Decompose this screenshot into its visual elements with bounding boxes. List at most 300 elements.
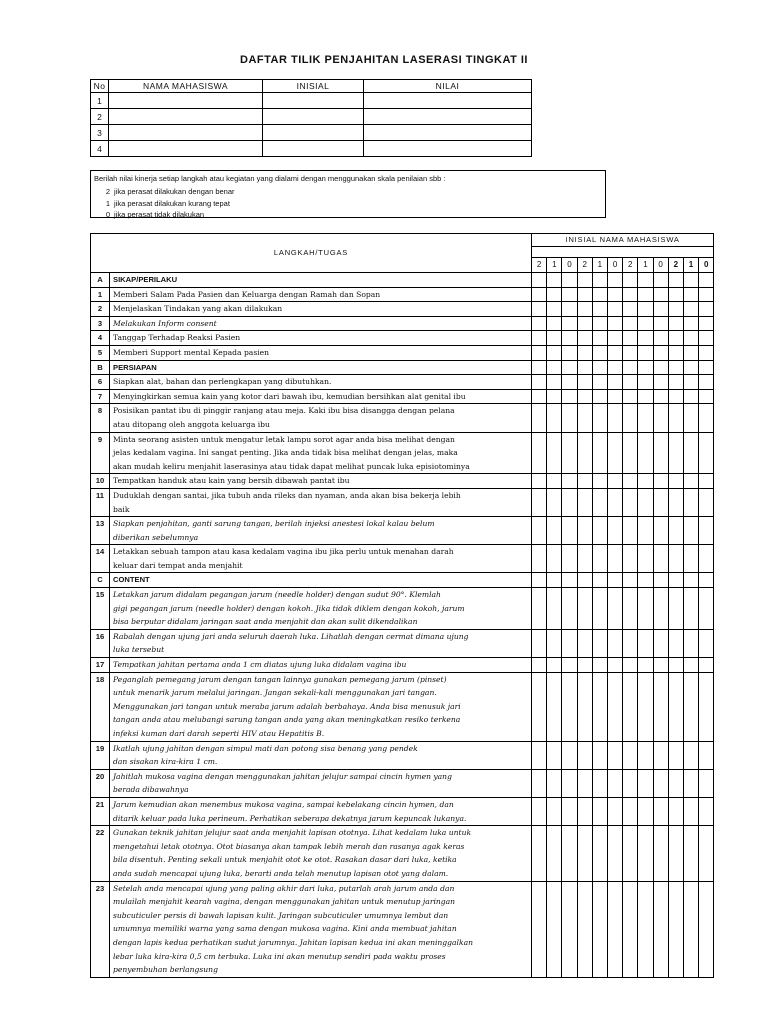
score-cell[interactable]	[699, 316, 714, 331]
score-cell[interactable]	[653, 881, 668, 977]
score-cell[interactable]	[547, 588, 562, 630]
student-initial-cell[interactable]	[263, 125, 364, 141]
score-cell[interactable]	[592, 573, 607, 588]
score-cell[interactable]	[532, 474, 547, 489]
score-cell[interactable]	[668, 389, 683, 404]
score-cell[interactable]	[699, 273, 714, 288]
score-cell[interactable]	[577, 432, 592, 474]
score-cell[interactable]	[562, 302, 577, 317]
score-cell[interactable]	[699, 545, 714, 573]
score-cell[interactable]	[683, 826, 698, 881]
score-cell[interactable]	[532, 573, 547, 588]
score-cell[interactable]	[547, 432, 562, 474]
score-cell[interactable]	[638, 826, 653, 881]
score-cell[interactable]	[699, 331, 714, 346]
score-cell[interactable]	[532, 273, 547, 288]
score-cell[interactable]	[668, 331, 683, 346]
score-cell[interactable]	[683, 573, 698, 588]
score-cell[interactable]	[623, 404, 638, 432]
score-cell[interactable]	[699, 360, 714, 375]
score-cell[interactable]	[623, 545, 638, 573]
score-cell[interactable]	[699, 488, 714, 516]
score-cell[interactable]	[577, 360, 592, 375]
score-cell[interactable]	[577, 573, 592, 588]
score-cell[interactable]	[699, 769, 714, 797]
score-cell[interactable]	[592, 881, 607, 977]
score-cell[interactable]	[607, 404, 622, 432]
score-cell[interactable]	[699, 629, 714, 657]
score-cell[interactable]	[623, 488, 638, 516]
score-cell[interactable]	[532, 488, 547, 516]
score-cell[interactable]	[638, 432, 653, 474]
score-cell[interactable]	[532, 672, 547, 741]
score-cell[interactable]	[683, 273, 698, 288]
score-cell[interactable]	[653, 331, 668, 346]
score-cell[interactable]	[653, 629, 668, 657]
score-cell[interactable]	[592, 404, 607, 432]
score-cell[interactable]	[623, 389, 638, 404]
score-cell[interactable]	[638, 573, 653, 588]
score-cell[interactable]	[562, 345, 577, 360]
score-cell[interactable]	[699, 432, 714, 474]
score-cell[interactable]	[562, 316, 577, 331]
score-cell[interactable]	[668, 316, 683, 331]
score-cell[interactable]	[577, 273, 592, 288]
score-cell[interactable]	[607, 517, 622, 545]
score-cell[interactable]	[638, 302, 653, 317]
score-cell[interactable]	[653, 769, 668, 797]
score-cell[interactable]	[547, 629, 562, 657]
score-cell[interactable]	[607, 629, 622, 657]
score-cell[interactable]	[653, 375, 668, 390]
score-cell[interactable]	[562, 881, 577, 977]
score-cell[interactable]	[562, 588, 577, 630]
score-cell[interactable]	[699, 302, 714, 317]
score-cell[interactable]	[592, 273, 607, 288]
score-cell[interactable]	[699, 375, 714, 390]
score-cell[interactable]	[547, 404, 562, 432]
score-cell[interactable]	[638, 517, 653, 545]
score-cell[interactable]	[592, 432, 607, 474]
score-cell[interactable]	[653, 517, 668, 545]
score-cell[interactable]	[532, 658, 547, 673]
score-cell[interactable]	[668, 488, 683, 516]
score-cell[interactable]	[607, 273, 622, 288]
student-name-cell[interactable]	[109, 109, 263, 125]
score-cell[interactable]	[577, 331, 592, 346]
score-cell[interactable]	[668, 360, 683, 375]
score-cell[interactable]	[683, 389, 698, 404]
score-cell[interactable]	[653, 432, 668, 474]
score-cell[interactable]	[577, 389, 592, 404]
score-cell[interactable]	[623, 517, 638, 545]
score-cell[interactable]	[607, 331, 622, 346]
score-cell[interactable]	[699, 517, 714, 545]
score-cell[interactable]	[547, 375, 562, 390]
score-cell[interactable]	[607, 375, 622, 390]
student-score-cell[interactable]	[364, 93, 532, 109]
score-cell[interactable]	[623, 360, 638, 375]
score-cell[interactable]	[562, 658, 577, 673]
score-cell[interactable]	[638, 881, 653, 977]
score-cell[interactable]	[668, 287, 683, 302]
score-cell[interactable]	[653, 545, 668, 573]
score-cell[interactable]	[623, 658, 638, 673]
score-cell[interactable]	[699, 672, 714, 741]
score-cell[interactable]	[577, 588, 592, 630]
score-cell[interactable]	[592, 375, 607, 390]
score-cell[interactable]	[562, 287, 577, 302]
score-cell[interactable]	[607, 345, 622, 360]
score-cell[interactable]	[668, 474, 683, 489]
score-cell[interactable]	[592, 316, 607, 331]
score-cell[interactable]	[653, 316, 668, 331]
score-cell[interactable]	[592, 797, 607, 825]
score-cell[interactable]	[592, 672, 607, 741]
score-cell[interactable]	[638, 389, 653, 404]
score-cell[interactable]	[607, 316, 622, 331]
score-cell[interactable]	[638, 741, 653, 769]
score-cell[interactable]	[623, 629, 638, 657]
score-cell[interactable]	[668, 404, 683, 432]
score-cell[interactable]	[562, 488, 577, 516]
score-cell[interactable]	[638, 360, 653, 375]
score-cell[interactable]	[607, 302, 622, 317]
score-cell[interactable]	[592, 741, 607, 769]
score-cell[interactable]	[668, 545, 683, 573]
score-cell[interactable]	[699, 287, 714, 302]
score-cell[interactable]	[592, 588, 607, 630]
score-cell[interactable]	[562, 273, 577, 288]
score-cell[interactable]	[577, 545, 592, 573]
score-cell[interactable]	[653, 588, 668, 630]
student-name-cell[interactable]	[109, 141, 263, 157]
score-cell[interactable]	[592, 331, 607, 346]
score-cell[interactable]	[532, 375, 547, 390]
score-cell[interactable]	[607, 360, 622, 375]
score-cell[interactable]	[668, 629, 683, 657]
score-cell[interactable]	[699, 658, 714, 673]
score-cell[interactable]	[532, 287, 547, 302]
score-cell[interactable]	[623, 432, 638, 474]
score-cell[interactable]	[577, 287, 592, 302]
score-cell[interactable]	[623, 316, 638, 331]
score-cell[interactable]	[607, 797, 622, 825]
score-cell[interactable]	[532, 741, 547, 769]
student-initial-cell[interactable]	[263, 141, 364, 157]
score-cell[interactable]	[653, 273, 668, 288]
score-cell[interactable]	[607, 741, 622, 769]
score-cell[interactable]	[683, 881, 698, 977]
score-cell[interactable]	[653, 573, 668, 588]
score-cell[interactable]	[577, 517, 592, 545]
score-cell[interactable]	[653, 797, 668, 825]
score-cell[interactable]	[623, 273, 638, 288]
score-cell[interactable]	[562, 629, 577, 657]
score-cell[interactable]	[623, 797, 638, 825]
score-cell[interactable]	[532, 404, 547, 432]
score-cell[interactable]	[577, 375, 592, 390]
score-cell[interactable]	[577, 881, 592, 977]
score-cell[interactable]	[577, 474, 592, 489]
score-cell[interactable]	[638, 588, 653, 630]
score-cell[interactable]	[668, 573, 683, 588]
score-cell[interactable]	[562, 331, 577, 346]
score-cell[interactable]	[683, 331, 698, 346]
score-cell[interactable]	[699, 474, 714, 489]
score-cell[interactable]	[532, 588, 547, 630]
score-cell[interactable]	[577, 404, 592, 432]
score-cell[interactable]	[683, 432, 698, 474]
score-cell[interactable]	[623, 769, 638, 797]
student-score-cell[interactable]	[364, 125, 532, 141]
score-cell[interactable]	[668, 672, 683, 741]
score-cell[interactable]	[623, 588, 638, 630]
score-cell[interactable]	[547, 273, 562, 288]
score-cell[interactable]	[638, 488, 653, 516]
score-cell[interactable]	[683, 629, 698, 657]
score-cell[interactable]	[577, 826, 592, 881]
score-cell[interactable]	[638, 316, 653, 331]
score-cell[interactable]	[532, 432, 547, 474]
score-cell[interactable]	[577, 672, 592, 741]
score-cell[interactable]	[699, 404, 714, 432]
score-cell[interactable]	[683, 769, 698, 797]
score-cell[interactable]	[577, 488, 592, 516]
score-cell[interactable]	[653, 345, 668, 360]
score-cell[interactable]	[562, 404, 577, 432]
score-cell[interactable]	[683, 302, 698, 317]
score-cell[interactable]	[607, 573, 622, 588]
score-cell[interactable]	[577, 797, 592, 825]
score-cell[interactable]	[683, 375, 698, 390]
score-cell[interactable]	[683, 588, 698, 630]
score-cell[interactable]	[562, 375, 577, 390]
score-cell[interactable]	[562, 474, 577, 489]
score-cell[interactable]	[668, 797, 683, 825]
score-cell[interactable]	[699, 826, 714, 881]
score-cell[interactable]	[683, 488, 698, 516]
score-cell[interactable]	[607, 474, 622, 489]
score-cell[interactable]	[607, 826, 622, 881]
score-cell[interactable]	[607, 769, 622, 797]
score-cell[interactable]	[699, 573, 714, 588]
score-cell[interactable]	[638, 629, 653, 657]
score-cell[interactable]	[623, 573, 638, 588]
score-cell[interactable]	[623, 741, 638, 769]
score-cell[interactable]	[668, 302, 683, 317]
score-cell[interactable]	[532, 316, 547, 331]
score-cell[interactable]	[683, 797, 698, 825]
score-cell[interactable]	[562, 797, 577, 825]
score-cell[interactable]	[683, 287, 698, 302]
score-cell[interactable]	[668, 826, 683, 881]
score-cell[interactable]	[638, 404, 653, 432]
score-cell[interactable]	[547, 658, 562, 673]
score-cell[interactable]	[547, 769, 562, 797]
score-cell[interactable]	[607, 488, 622, 516]
score-cell[interactable]	[547, 881, 562, 977]
score-cell[interactable]	[638, 273, 653, 288]
score-cell[interactable]	[562, 769, 577, 797]
score-cell[interactable]	[547, 389, 562, 404]
score-cell[interactable]	[699, 588, 714, 630]
score-cell[interactable]	[547, 316, 562, 331]
score-cell[interactable]	[592, 826, 607, 881]
score-cell[interactable]	[699, 741, 714, 769]
score-cell[interactable]	[668, 432, 683, 474]
student-name-cell[interactable]	[109, 125, 263, 141]
score-cell[interactable]	[623, 331, 638, 346]
score-cell[interactable]	[638, 287, 653, 302]
score-cell[interactable]	[607, 672, 622, 741]
score-cell[interactable]	[547, 797, 562, 825]
score-cell[interactable]	[683, 345, 698, 360]
score-cell[interactable]	[623, 345, 638, 360]
score-cell[interactable]	[547, 345, 562, 360]
student-score-cell[interactable]	[364, 141, 532, 157]
score-cell[interactable]	[668, 273, 683, 288]
score-cell[interactable]	[592, 769, 607, 797]
score-cell[interactable]	[532, 345, 547, 360]
score-cell[interactable]	[592, 488, 607, 516]
student-score-cell[interactable]	[364, 109, 532, 125]
score-cell[interactable]	[562, 741, 577, 769]
score-cell[interactable]	[668, 881, 683, 977]
score-cell[interactable]	[532, 331, 547, 346]
score-cell[interactable]	[638, 672, 653, 741]
score-cell[interactable]	[683, 316, 698, 331]
score-cell[interactable]	[607, 658, 622, 673]
score-cell[interactable]	[623, 287, 638, 302]
score-cell[interactable]	[653, 672, 668, 741]
score-cell[interactable]	[653, 389, 668, 404]
score-cell[interactable]	[547, 331, 562, 346]
score-cell[interactable]	[607, 432, 622, 474]
score-cell[interactable]	[547, 672, 562, 741]
score-cell[interactable]	[577, 345, 592, 360]
score-cell[interactable]	[592, 302, 607, 317]
score-cell[interactable]	[607, 881, 622, 977]
score-cell[interactable]	[547, 573, 562, 588]
score-cell[interactable]	[562, 360, 577, 375]
score-cell[interactable]	[607, 588, 622, 630]
score-cell[interactable]	[653, 741, 668, 769]
score-cell[interactable]	[532, 881, 547, 977]
score-cell[interactable]	[623, 826, 638, 881]
score-cell[interactable]	[562, 573, 577, 588]
score-cell[interactable]	[683, 545, 698, 573]
score-cell[interactable]	[638, 769, 653, 797]
score-cell[interactable]	[592, 629, 607, 657]
student-initial-cell[interactable]	[263, 93, 364, 109]
score-cell[interactable]	[653, 287, 668, 302]
score-cell[interactable]	[623, 375, 638, 390]
score-cell[interactable]	[699, 881, 714, 977]
score-cell[interactable]	[699, 797, 714, 825]
score-cell[interactable]	[638, 474, 653, 489]
score-cell[interactable]	[547, 287, 562, 302]
score-cell[interactable]	[653, 658, 668, 673]
score-cell[interactable]	[547, 488, 562, 516]
score-cell[interactable]	[562, 432, 577, 474]
score-cell[interactable]	[638, 331, 653, 346]
score-cell[interactable]	[547, 360, 562, 375]
score-cell[interactable]	[592, 545, 607, 573]
score-cell[interactable]	[547, 826, 562, 881]
score-cell[interactable]	[638, 345, 653, 360]
score-cell[interactable]	[683, 741, 698, 769]
score-cell[interactable]	[592, 517, 607, 545]
score-cell[interactable]	[607, 389, 622, 404]
score-cell[interactable]	[577, 658, 592, 673]
score-cell[interactable]	[653, 360, 668, 375]
score-cell[interactable]	[562, 826, 577, 881]
score-cell[interactable]	[592, 474, 607, 489]
score-cell[interactable]	[653, 302, 668, 317]
score-cell[interactable]	[623, 474, 638, 489]
score-cell[interactable]	[547, 302, 562, 317]
score-cell[interactable]	[607, 287, 622, 302]
score-cell[interactable]	[683, 672, 698, 741]
score-cell[interactable]	[592, 389, 607, 404]
score-cell[interactable]	[547, 474, 562, 489]
score-cell[interactable]	[668, 769, 683, 797]
score-cell[interactable]	[592, 345, 607, 360]
score-cell[interactable]	[562, 672, 577, 741]
score-cell[interactable]	[683, 658, 698, 673]
score-cell[interactable]	[699, 389, 714, 404]
score-cell[interactable]	[623, 881, 638, 977]
score-cell[interactable]	[577, 316, 592, 331]
score-cell[interactable]	[638, 545, 653, 573]
score-cell[interactable]	[668, 741, 683, 769]
score-cell[interactable]	[532, 629, 547, 657]
score-cell[interactable]	[623, 672, 638, 741]
score-cell[interactable]	[668, 375, 683, 390]
score-cell[interactable]	[562, 389, 577, 404]
score-cell[interactable]	[653, 488, 668, 516]
score-cell[interactable]	[668, 345, 683, 360]
score-cell[interactable]	[532, 545, 547, 573]
score-cell[interactable]	[592, 360, 607, 375]
score-cell[interactable]	[668, 517, 683, 545]
score-cell[interactable]	[532, 517, 547, 545]
score-cell[interactable]	[653, 826, 668, 881]
score-cell[interactable]	[532, 302, 547, 317]
score-cell[interactable]	[668, 588, 683, 630]
score-cell[interactable]	[532, 826, 547, 881]
score-cell[interactable]	[577, 769, 592, 797]
score-cell[interactable]	[653, 474, 668, 489]
score-cell[interactable]	[547, 741, 562, 769]
score-cell[interactable]	[683, 360, 698, 375]
score-cell[interactable]	[532, 797, 547, 825]
score-cell[interactable]	[638, 658, 653, 673]
score-cell[interactable]	[562, 545, 577, 573]
score-cell[interactable]	[607, 545, 622, 573]
score-cell[interactable]	[532, 360, 547, 375]
score-cell[interactable]	[547, 545, 562, 573]
score-cell[interactable]	[577, 741, 592, 769]
score-cell[interactable]	[683, 517, 698, 545]
score-cell[interactable]	[623, 302, 638, 317]
score-cell[interactable]	[638, 375, 653, 390]
score-cell[interactable]	[577, 629, 592, 657]
score-cell[interactable]	[592, 658, 607, 673]
score-cell[interactable]	[547, 517, 562, 545]
score-cell[interactable]	[683, 404, 698, 432]
